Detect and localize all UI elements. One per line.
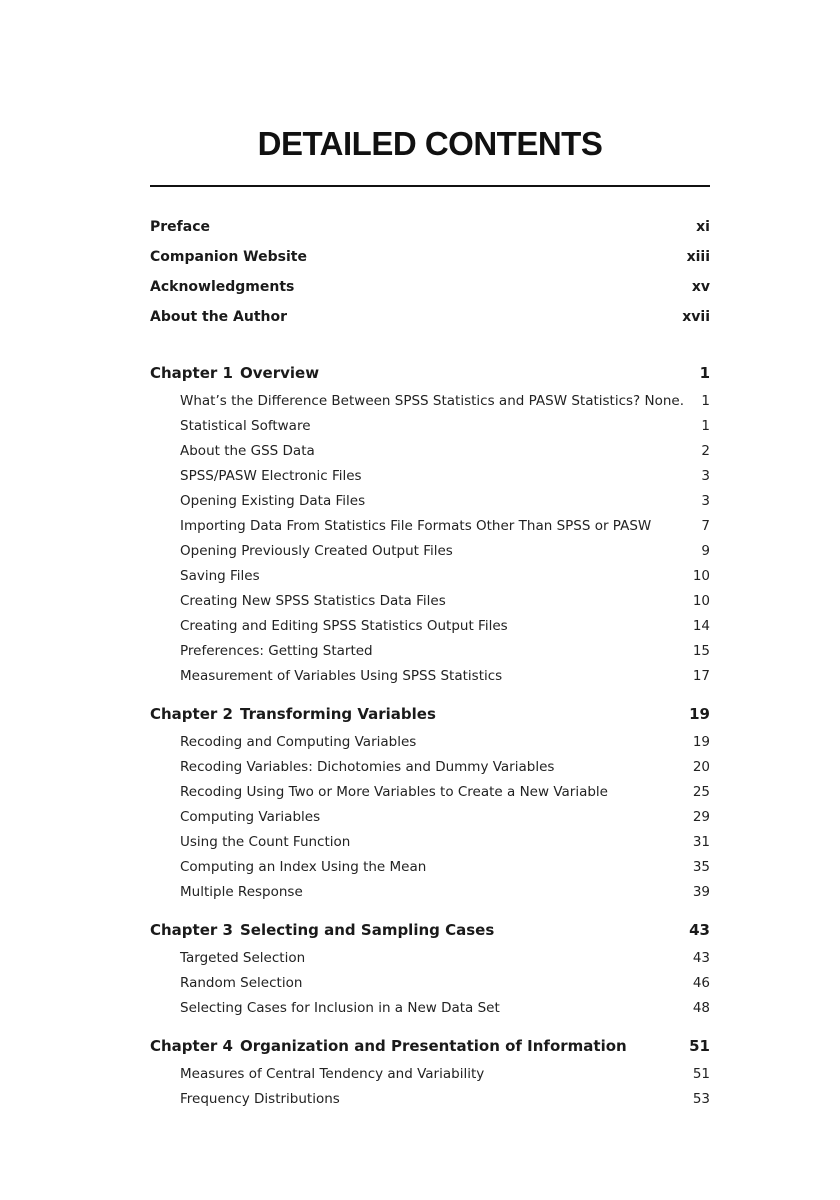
section-list <box>150 734 710 909</box>
section-title: Frequency Distributions <box>180 1091 340 1107</box>
chapter-number: Chapter 3 <box>150 921 233 939</box>
section-item <box>150 1000 710 1025</box>
section-item <box>150 543 710 568</box>
page-number: 10 <box>692 593 710 609</box>
page-title: DETAILED CONTENTS <box>257 125 603 162</box>
page-number: 19 <box>692 734 710 750</box>
front-matter-item <box>150 249 710 279</box>
chapter-heading <box>150 705 710 731</box>
section-title: Creating New SPSS Statistics Data Files <box>180 593 446 609</box>
section-title: About the GSS Data <box>180 443 315 459</box>
chapter-heading <box>150 364 710 390</box>
chapter-number: Chapter 4 <box>150 1037 233 1055</box>
section-title: Computing an Index Using the Mean <box>180 859 427 875</box>
section-item <box>150 643 710 668</box>
section-title: Recoding Using Two or More Variables to Create a New Variable <box>180 784 608 800</box>
section-title: Multiple Response <box>180 884 303 900</box>
section-title: Recoding and Computing Variables <box>180 734 417 750</box>
page-number: 29 <box>692 809 710 825</box>
page-number: 20 <box>692 759 710 775</box>
page-number: 43 <box>689 921 710 939</box>
front-matter-title: Acknowledgments <box>150 279 295 295</box>
front-matter-item <box>150 279 710 309</box>
section-item <box>150 468 710 493</box>
section-title: Opening Existing Data Files <box>180 493 366 509</box>
page-number: xi <box>696 219 710 235</box>
chapter-heading <box>150 1037 710 1063</box>
page-number: 31 <box>692 834 710 850</box>
page-number: 10 <box>692 568 710 584</box>
page-number: 2 <box>701 443 710 459</box>
chapter-number: Chapter 1 <box>150 364 233 382</box>
section-item <box>150 568 710 593</box>
section-title: Preferences: Getting Started <box>180 643 373 659</box>
page-number: 35 <box>692 859 710 875</box>
page-number: 19 <box>689 705 710 723</box>
section-item <box>150 593 710 618</box>
page-number: 1 <box>701 418 710 434</box>
page-number: xiii <box>686 249 710 265</box>
section-item <box>150 759 710 784</box>
section-list <box>150 1066 710 1116</box>
chapter-block <box>150 705 710 909</box>
chapter-block <box>150 364 710 693</box>
chapter-title: Overview <box>240 364 320 382</box>
page-number: 1 <box>701 393 710 409</box>
page-number: 48 <box>692 1000 710 1016</box>
section-title: Using the Count Function <box>180 834 351 850</box>
section-title: Computing Variables <box>180 809 321 825</box>
chapter-title: Selecting and Sampling Cases <box>240 921 495 939</box>
section-item <box>150 975 710 1000</box>
section-title: Measurement of Variables Using SPSS Statistics <box>180 668 503 684</box>
section-item <box>150 1066 710 1091</box>
front-matter-title: Preface <box>150 219 210 235</box>
section-title: Statistical Software <box>180 418 311 434</box>
page-number: 39 <box>692 884 710 900</box>
section-title: Creating and Editing SPSS Statistics Output Files <box>180 618 508 634</box>
page-number: 46 <box>692 975 710 991</box>
chapter-list <box>150 364 710 1128</box>
section-item <box>150 884 710 909</box>
page-number: xvii <box>682 309 710 325</box>
page-number: 1 <box>699 364 710 382</box>
section-title: Saving Files <box>180 568 260 584</box>
section-item <box>150 618 710 643</box>
section-item <box>150 809 710 834</box>
chapter-heading-text <box>150 921 494 939</box>
section-item <box>150 443 710 468</box>
section-title: Random Selection <box>180 975 303 991</box>
section-list <box>150 393 710 693</box>
chapter-heading-text <box>150 364 319 382</box>
title-rule <box>150 185 710 187</box>
front-matter-title: Companion Website <box>150 249 307 265</box>
section-item <box>150 834 710 859</box>
chapter-block <box>150 1037 710 1116</box>
section-item <box>150 1091 710 1116</box>
section-list <box>150 950 710 1025</box>
page-number: 7 <box>701 518 710 534</box>
section-title: What’s the Difference Between SPSS Statistics and PASW Statistics? None. <box>180 393 685 409</box>
chapter-title: Transforming Variables <box>240 705 436 723</box>
page-number: 51 <box>692 1066 710 1082</box>
chapter-heading-text <box>150 1037 627 1055</box>
section-title: Recoding Variables: Dichotomies and Dummy Variables <box>180 759 555 775</box>
section-item <box>150 734 710 759</box>
section-item <box>150 668 710 693</box>
chapter-block <box>150 921 710 1025</box>
page-number: 3 <box>701 493 710 509</box>
front-matter-title: About the Author <box>150 309 288 325</box>
page-number: 3 <box>701 468 710 484</box>
section-item <box>150 950 710 975</box>
chapter-heading <box>150 921 710 947</box>
front-matter-item <box>150 309 710 339</box>
front-matter-item <box>150 219 710 249</box>
page-number: 25 <box>692 784 710 800</box>
page-number: 15 <box>692 643 710 659</box>
page-number: 51 <box>689 1037 710 1055</box>
section-item <box>150 393 710 418</box>
section-item <box>150 418 710 443</box>
page-number: 17 <box>692 668 710 684</box>
chapter-title: Organization and Presentation of Information <box>240 1037 627 1055</box>
section-title: Opening Previously Created Output Files <box>180 543 453 559</box>
page-number: 9 <box>701 543 710 559</box>
front-matter-list <box>150 219 710 339</box>
section-title: SPSS/PASW Electronic Files <box>180 468 362 484</box>
section-title: Selecting Cases for Inclusion in a New Data Set <box>180 1000 500 1016</box>
section-item <box>150 859 710 884</box>
chapter-number: Chapter 2 <box>150 705 233 723</box>
page-number: xv <box>691 279 710 295</box>
section-item <box>150 518 710 543</box>
section-item <box>150 493 710 518</box>
section-title: Targeted Selection <box>180 950 306 966</box>
section-title: Measures of Central Tendency and Variability <box>180 1066 485 1082</box>
section-title: Importing Data From Statistics File Formats Other Than SPSS or PASW <box>180 518 652 534</box>
section-item <box>150 784 710 809</box>
page-number: 53 <box>692 1091 710 1107</box>
page-number: 14 <box>692 618 710 634</box>
chapter-heading-text <box>150 705 436 723</box>
page-number: 43 <box>692 950 710 966</box>
